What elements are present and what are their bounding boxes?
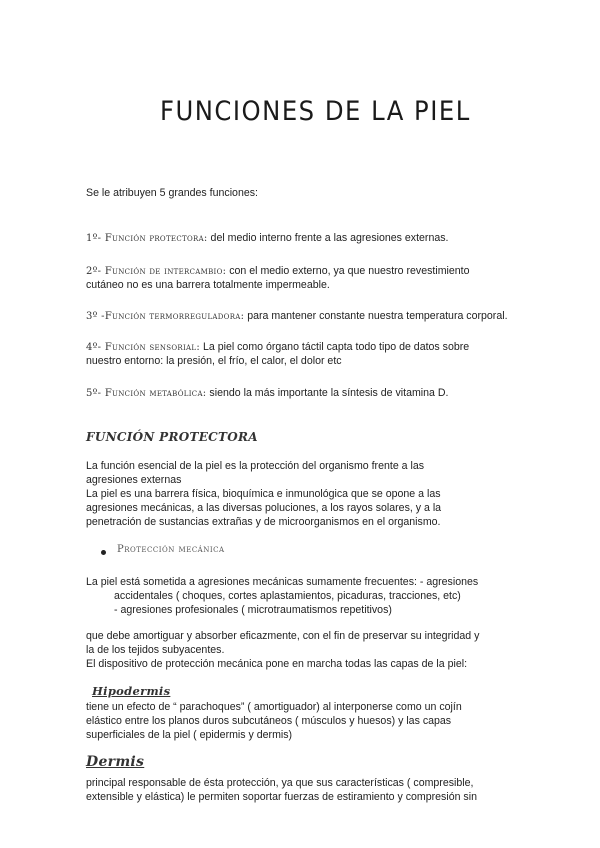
bullet-heading-proteccion-mecanica: Protección mecánica — [117, 544, 225, 555]
paragraph-line: accidentales ( choques, cortes aplastamientos, picaduras, tracciones, etc) — [114, 590, 461, 602]
paragraph-line: El dispositivo de protección mecánica pone en marcha todas las capas de la piel: — [86, 658, 468, 670]
paragraph-line: agresiones mecánicas, a las diversas poluciones, a los rayos solares, y a la — [86, 502, 442, 514]
function-2-text: con el medio externo, ya que nuestro revestimiento — [226, 265, 470, 277]
function-1-text: del medio interno frente a las agresiones externas. — [207, 232, 449, 244]
function-2 — [86, 264, 470, 279]
function-5-text: siendo la más importante la síntesis de vitamina D. — [206, 387, 449, 399]
function-1-label: 1º- Función protectora: — [86, 233, 208, 244]
function-3-text: para mantener constante nuestra temperatura corporal. — [244, 310, 508, 322]
paragraph-line: tiene un efecto de “ parachoques” ( amortiguador) al interponerse como un cojín — [86, 701, 462, 713]
function-5-label: 5º- Función metabólica: — [86, 388, 207, 399]
paragraph-line: que debe amortiguar y absorber eficazmente, con el fin de preservar su integridad y — [86, 630, 480, 642]
function-4-label: 4º- Función sensorial: — [86, 342, 201, 353]
paragraph-line: agresiones externas — [86, 474, 182, 486]
paragraph-line: extensible y elástica) le permiten soportar fuerzas de estiramiento y compresión sin — [86, 791, 477, 803]
function-3 — [86, 309, 508, 324]
paragraph-line: - agresiones profesionales ( microtraumatismos repetitivos) — [114, 604, 392, 616]
paragraph-line: elástico entre los planos duros subcutáneos ( músculos y huesos) y las capas — [86, 715, 452, 727]
paragraph-line: La piel está sometida a agresiones mecánicas sumamente frecuentes: - agresiones — [86, 576, 479, 588]
function-5 — [86, 386, 449, 401]
function-4-text: La piel como órgano táctil capta todo tipo de datos sobre — [200, 341, 470, 353]
subheading-dermis: Dermis — [86, 754, 145, 770]
function-3-label: 3º -Función termorreguladora: — [86, 311, 245, 322]
paragraph-line: La función esencial de la piel es la protección del organismo frente a las — [86, 460, 425, 472]
paragraph-line: la de los tejidos subyacentes. — [86, 644, 225, 656]
page-title: FUNCIONES DE LA PIEL — [160, 96, 471, 127]
function-4 — [86, 340, 469, 355]
paragraph-line: La piel es una barrera física, bioquímica e inmunológica que se opone a las — [86, 488, 441, 500]
bullet-icon — [101, 550, 106, 555]
subheading-hipodermis: Hipodermis — [92, 684, 171, 698]
intro-text: Se le atribuyen 5 grandes funciones: — [86, 187, 258, 199]
function-1 — [86, 231, 448, 246]
section-heading-funcion-protectora: FUNCIÓN PROTECTORA — [86, 430, 258, 444]
paragraph-line: principal responsable de ésta protección, ya que sus características ( compresible, — [86, 777, 474, 789]
function-2-text-line2: cutáneo no es una barrera totalmente impermeable. — [86, 279, 330, 291]
function-4-text-line2: nuestro entorno: la presión, el frío, el calor, el dolor etc — [86, 355, 342, 367]
paragraph-line: superficiales de la piel ( epidermis y dermis) — [86, 729, 293, 741]
paragraph-line: penetración de sustancias extrañas y de microorganismos en el organismo. — [86, 516, 441, 528]
function-2-label: 2º- Función de intercambio: — [86, 266, 227, 277]
